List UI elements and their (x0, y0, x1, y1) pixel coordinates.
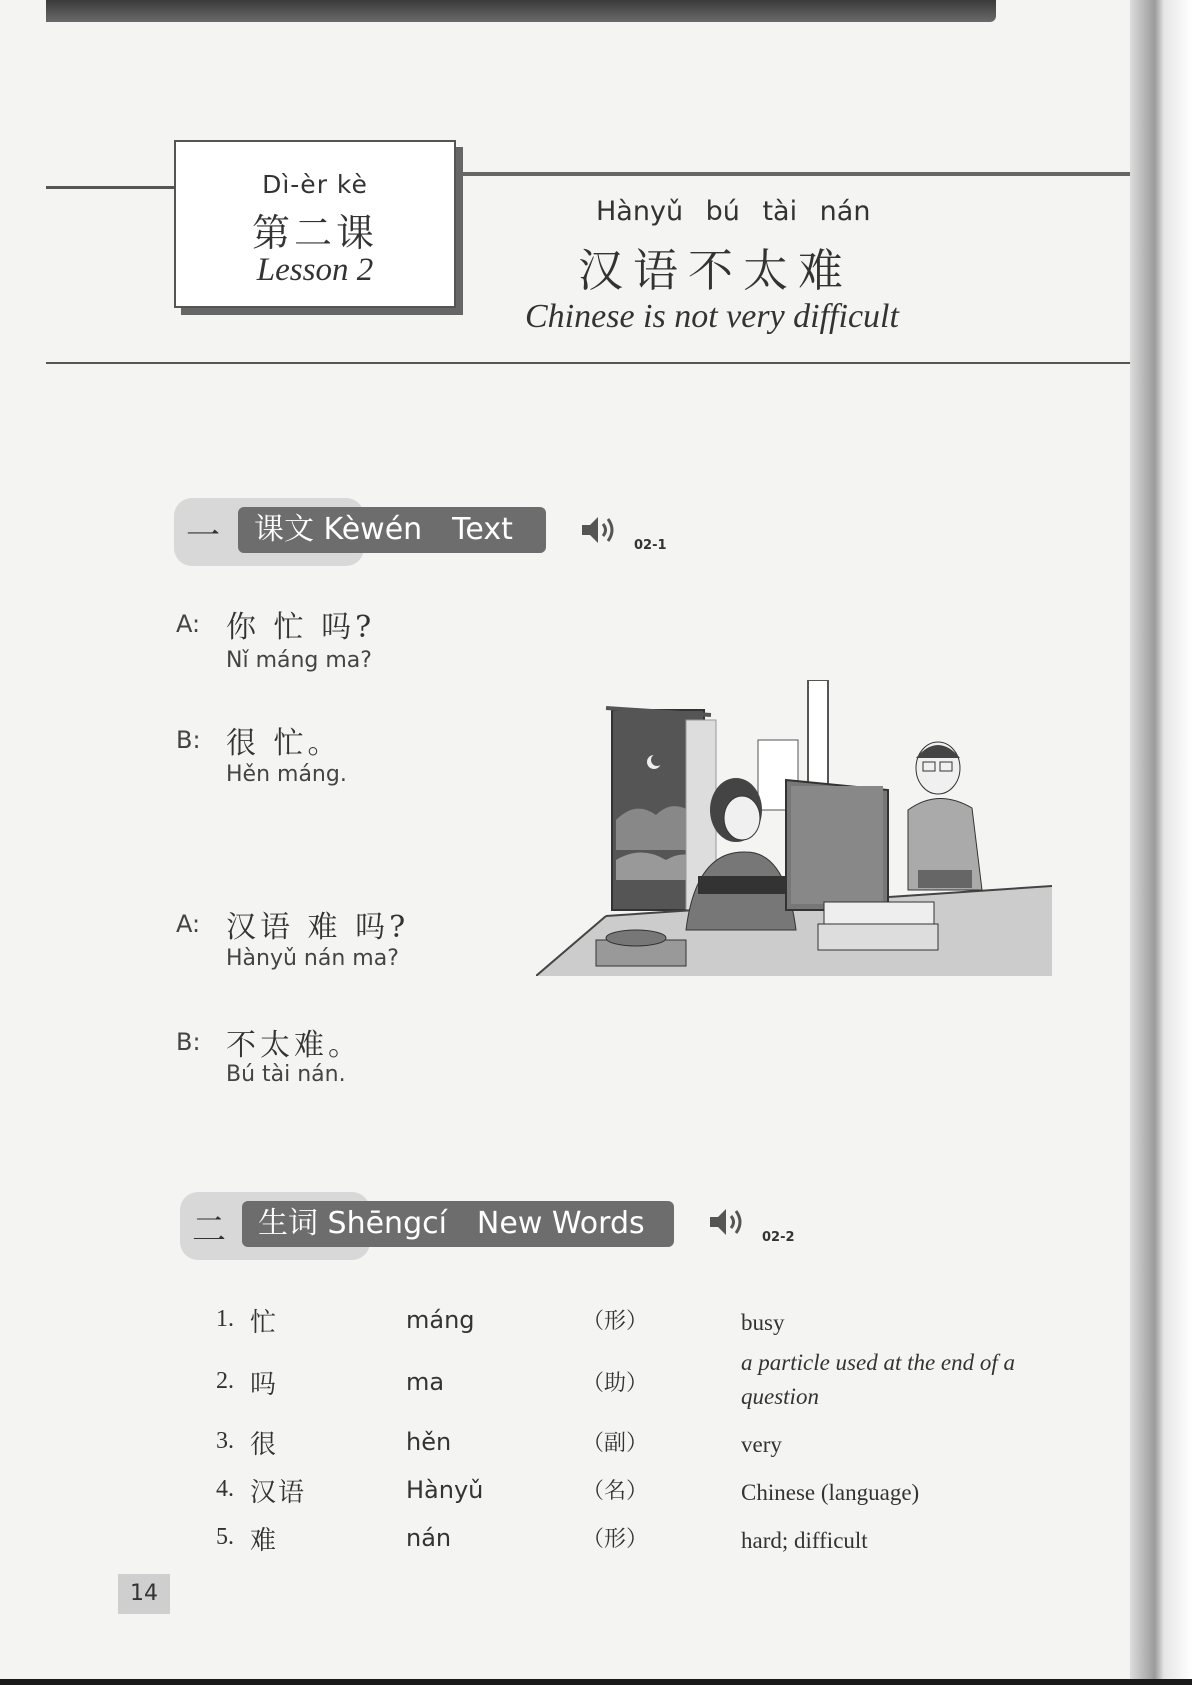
audio-speaker-icon[interactable] (580, 512, 620, 548)
office-scene-illustration (536, 680, 1052, 976)
vocab-row (216, 1350, 1076, 1409)
vocab-part-of-speech: （形） (582, 1309, 649, 1334)
lesson-pinyin: Dì-èr kè (262, 170, 368, 199)
dialogue-chinese: 很 忙。 (226, 726, 342, 761)
vocab-row (216, 1524, 1076, 1564)
page-bottom-edge (0, 1679, 1192, 1685)
dialogue-chinese: 汉语 难 吗? (226, 910, 410, 945)
vocab-english: a particle used at the end of a question (741, 1350, 1016, 1409)
lesson-chinese: 第二课 (251, 211, 378, 255)
vocab-chinese: 吗 (250, 1370, 279, 1400)
vocab-part-of-speech: （副） (582, 1431, 649, 1456)
vocab-part-of-speech: （助） (582, 1371, 649, 1396)
section-number: 一 (186, 516, 220, 556)
vocab-chinese: 汉语 (250, 1478, 307, 1508)
page-binding-edge (1130, 0, 1192, 1685)
vocab-english: hard; difficult (741, 1528, 868, 1553)
vocab-chinese: 很 (250, 1430, 279, 1460)
dialogue-pinyin: Nǐ máng ma? (226, 648, 372, 673)
vocab-pinyin: máng (406, 1306, 475, 1334)
page-number: 14 (118, 1574, 170, 1614)
page-top-shadow (46, 0, 996, 22)
vocab-number: 3. (216, 1428, 234, 1454)
dialogue-chinese: 你 忙 吗? (226, 610, 376, 645)
vocab-number: 5. (216, 1524, 234, 1550)
vocab-pinyin: Hànyǔ (406, 1476, 484, 1504)
dialogue-speaker: B: (176, 726, 201, 754)
dialogue-speaker: A: (176, 610, 201, 638)
vocab-english: busy (741, 1310, 785, 1335)
audio-speaker-icon[interactable] (708, 1204, 748, 1240)
vocab-chinese: 难 (250, 1526, 279, 1556)
header-rule-bottom (46, 362, 1130, 364)
vocab-pinyin: nán (406, 1524, 452, 1552)
lesson-box (174, 140, 456, 308)
dialogue-pinyin: Hànyǔ nán ma? (226, 946, 399, 971)
vocab-row (216, 1428, 1076, 1468)
dialogue-pinyin: Bú tài nán. (226, 1062, 346, 1087)
title-chinese: 汉语不太难 (578, 244, 854, 297)
vocab-part-of-speech: （形） (582, 1527, 649, 1552)
dialogue-speaker: A: (176, 910, 201, 938)
audio-track-number: 02-2 (762, 1230, 795, 1245)
vocab-number: 2. (216, 1368, 234, 1394)
header-rule-right (458, 172, 1130, 176)
dialogue-chinese: 不太难。 (226, 1028, 362, 1063)
vocab-pinyin: ma (406, 1368, 445, 1396)
vocab-number: 4. (216, 1476, 234, 1502)
vocab-english: very (741, 1432, 782, 1457)
vocab-row (216, 1306, 1076, 1346)
vocab-chinese: 忙 (250, 1308, 279, 1338)
vocab-number: 1. (216, 1306, 234, 1332)
title-english: Chinese is not very difficult (525, 298, 899, 335)
section-label: 生词 Shēngcí New Words (242, 1201, 674, 1247)
vocab-part-of-speech: （名） (582, 1479, 649, 1504)
dialogue-speaker: B: (176, 1028, 201, 1056)
vocab-english: Chinese (language) (741, 1480, 920, 1505)
lesson-english: Lesson 2 (256, 252, 374, 288)
audio-track-number: 02-1 (634, 538, 667, 553)
vocab-pinyin: hěn (406, 1428, 452, 1456)
section-label: 课文 Kèwén Text (238, 507, 546, 553)
section-number: 二 (192, 1210, 226, 1250)
dialogue-pinyin: Hěn máng. (226, 762, 347, 787)
vocab-row (216, 1476, 1076, 1516)
header-rule-left (46, 186, 176, 189)
title-pinyin: Hànyǔ bú tài nán (596, 196, 871, 227)
